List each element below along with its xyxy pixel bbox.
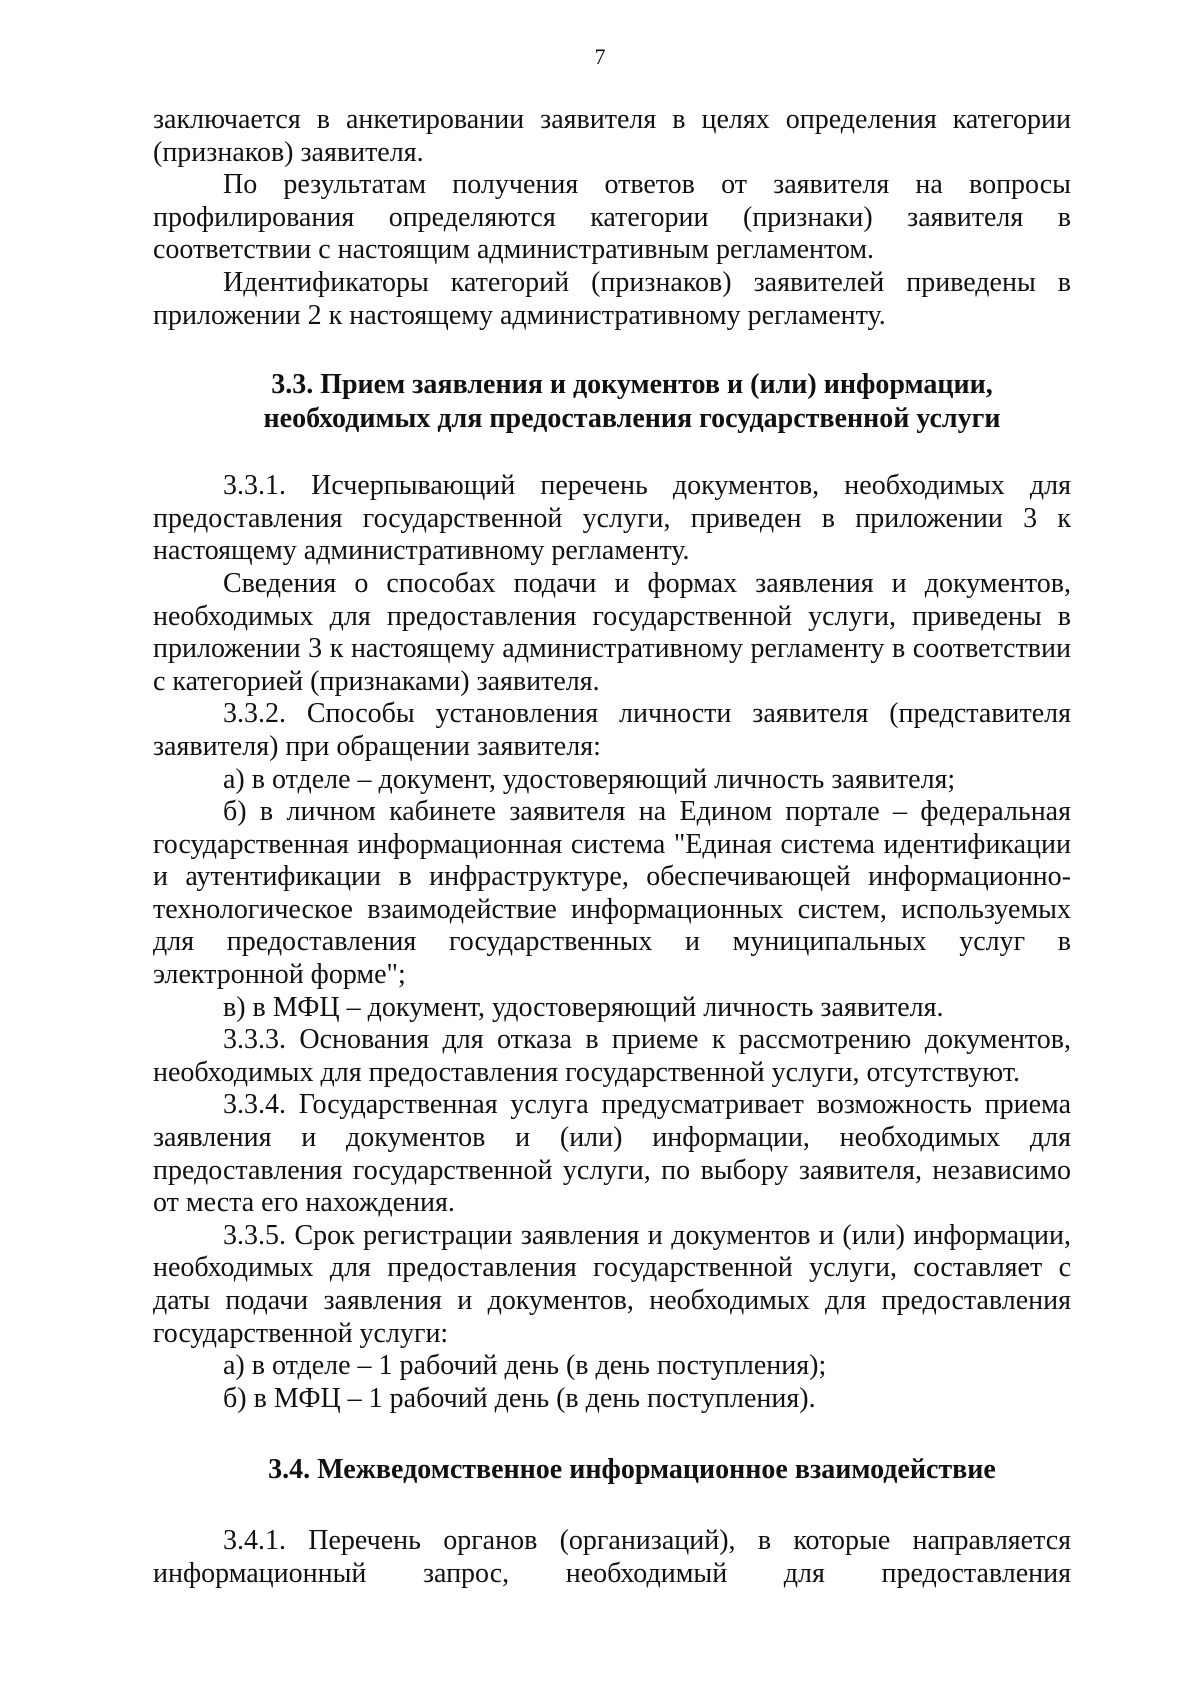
list-item-a-department: а) в отделе – документ, удостоверяющий личность заявителя; <box>223 763 956 795</box>
paragraph-continuation: заключается в анкетировании заявителя в целях определения категории (признаков) заявителя. <box>153 104 1071 168</box>
paragraph-3-4-1: 3.4.1. Перечень органов (организаций), в которые направляется информационный запрос, необходимый для предоставления <box>153 1525 1071 1589</box>
paragraph-category-identifiers: Идентификаторы категорий (признаков) заявителей приведены в приложении 2 к настоящему административному регламенту. <box>153 266 1071 331</box>
paragraph-submission-methods: Сведения о способах подачи и формах заявления и документов, необходимых для предоставления государственной услуги, приведены в приложении 3 к настоящему административному регламенту в соответствии с категорией (признаками) заявителя. <box>153 567 1071 697</box>
section-heading-3-3-line1: 3.3. Прием заявления и документов и (или) информации, <box>271 369 993 401</box>
section-heading-3-3-line2: необходимых для предоставления государственной услуги <box>263 403 1001 435</box>
list-item-b-portal: б) в личном кабинете заявителя на Едином портале – федеральная государственная информационная система "Единая система идентификации и аутентификации в инфраструктуре, обеспечивающей информационно-технологическое взаимодействие информационных систем, используемых для предоставления государственных и муниципальных услуг в электронной форме"; <box>153 796 1071 991</box>
paragraph-3-3-2: 3.3.2. Способы установления личности заявителя (представителя заявителя) при обращении заявителя: <box>153 698 1071 762</box>
page-number: 7 <box>594 44 606 69</box>
list-item-a-department-term: а) в отделе – 1 рабочий день (в день поступления); <box>223 1350 827 1382</box>
paragraph-3-3-4: 3.3.4. Государственная услуга предусматривает возможность приема заявления и документов и (или) информации, необходимых для предоставления государственной услуги, по выбору заявителя, независимо от места его нахождения. <box>153 1089 1071 1219</box>
section-heading-3-3 <box>153 368 1071 436</box>
paragraph-3-3-5: 3.3.5. Срок регистрации заявления и документов и (или) информации, необходимых для предоставления государственной услуги, составляет с даты подачи заявления и документов, необходимых для предоставления государственной услуги: <box>153 1219 1071 1349</box>
list-item-c-mfc: в) в МФЦ – документ, удостоверяющий личность заявителя. <box>223 991 944 1023</box>
list-item-b-mfc-term: б) в МФЦ – 1 рабочий день (в день поступления). <box>223 1382 816 1414</box>
section-heading-3-4: 3.4. Межведомственное информационное взаимодействие <box>268 1454 996 1486</box>
paragraph-3-3-3: 3.3.3. Основания для отказа в приеме к рассмотрению документов, необходимых для предоставления государственной услуги, отсутствуют. <box>153 1024 1071 1088</box>
document-body <box>153 104 1071 1591</box>
paragraph-profiling-results: По результатам получения ответов от заявителя на вопросы профилирования определяются категории (признаки) заявителя в соответствии с настоящим административным регламентом. <box>153 169 1071 266</box>
paragraph-3-3-1: 3.3.1. Исчерпывающий перечень документов, необходимых для предоставления государственной услуги, приведен в приложении 3 к настоящему административному регламенту. <box>153 470 1071 567</box>
